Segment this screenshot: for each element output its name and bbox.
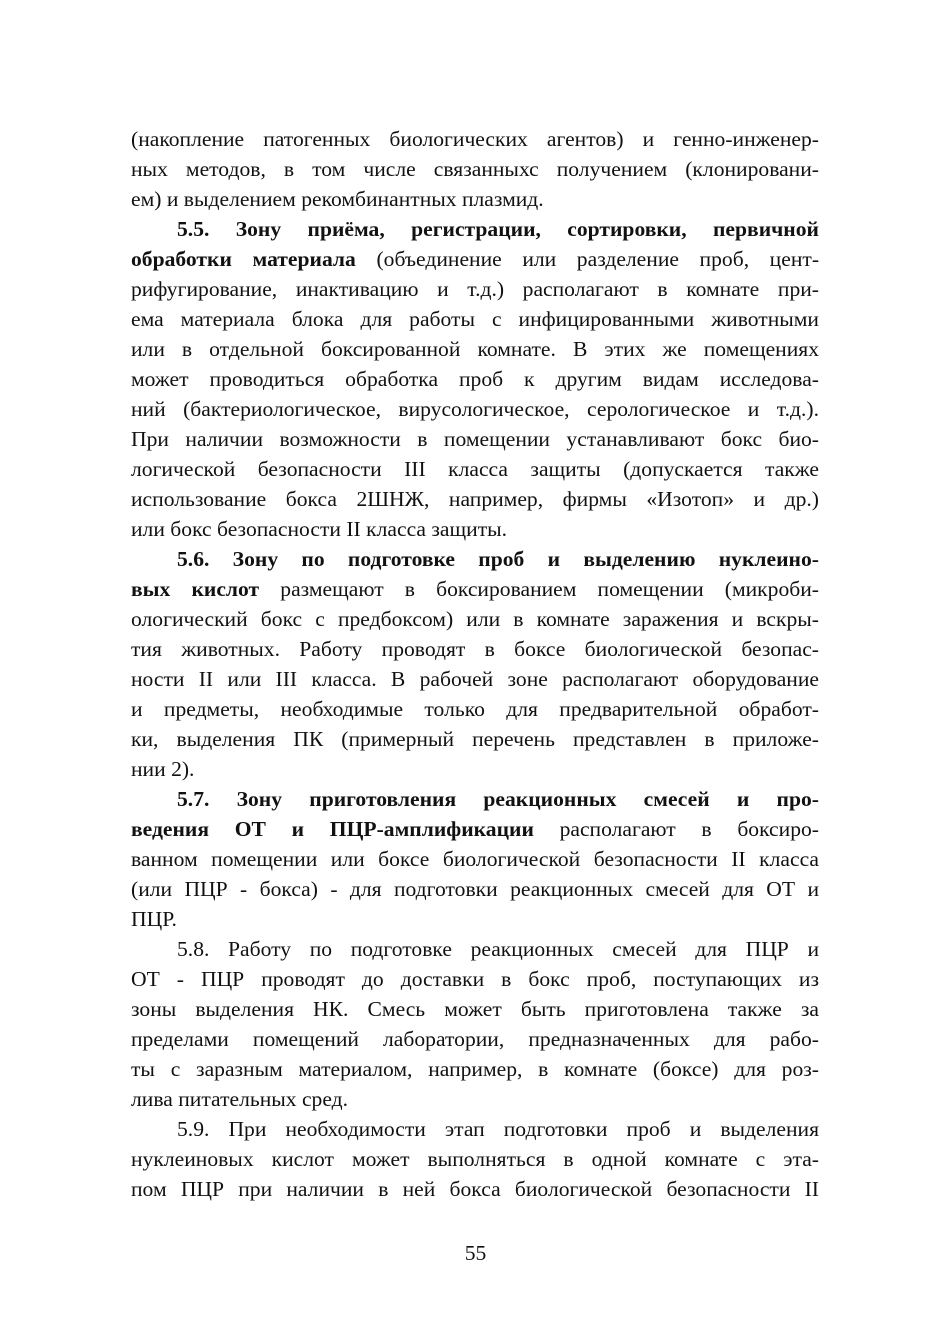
text-line: нуклеиновых кислот может выполняться в одной комнате с эта- — [131, 1147, 819, 1171]
text-line: ки, выделения ПК (примерный перечень представлен в приложе- — [131, 727, 819, 751]
text-line: тия животных. Работу проводят в боксе биологической безопас- — [131, 637, 819, 661]
text-line: или бокс безопасности II класса защиты. — [131, 517, 508, 541]
text-line: нии 2). — [131, 757, 195, 781]
text-line: зоны выделения НК. Смесь может быть приготовлена также за — [131, 997, 819, 1021]
text-line: или в отдельной боксированной комнате. В этих же помещениях — [131, 337, 819, 361]
text-line: ванном помещении или боксе биологической безопасности II класса — [131, 847, 819, 871]
text-line: ведения ОТ и ПЦР-амплификации располагают в боксиро- — [131, 817, 819, 841]
section-heading-5-7: 5.7. Зону приготовления реакционных смесей и про- — [177, 787, 819, 811]
text-line: ема материала блока для работы с инфицированными животными — [131, 307, 819, 331]
text-line: пом ПЦР при наличии в ней бокса биологической безопасности II — [131, 1177, 819, 1201]
text-line: вых кислот размещают в боксированием помещении (микроби- — [131, 577, 819, 601]
text-line: пределами помещений лаборатории, предназначенных для рабо- — [131, 1027, 819, 1051]
page-body — [131, 124, 819, 1204]
text-line: ности II или III класса. В рабочей зоне располагают оборудование — [131, 667, 819, 691]
page-number: 55 — [464, 1241, 487, 1265]
text-line: лива питательных сред. — [131, 1087, 349, 1111]
text-line: логической безопасности III класса защиты (допускается также — [131, 457, 819, 481]
text-line: ем) и выделением рекомбинантных плазмид. — [131, 187, 544, 211]
text-line: ОТ - ПЦР проводят до доставки в бокс проб, поступающих из — [131, 967, 819, 991]
text-line: (или ПЦР - бокса) - для подготовки реакционных смесей для ОТ и — [131, 877, 819, 901]
text-line: ний (бактериологическое, вирусологическое, серологическое и т.д.). — [131, 397, 819, 421]
text-line: может проводиться обработка проб к другим видам исследова- — [131, 367, 819, 391]
text-line: использование бокса 2ШНЖ, например, фирмы «Изотоп» и др.) — [131, 487, 819, 511]
paragraph-5-9-start: 5.9. При необходимости этап подготовки проб и выделения — [177, 1117, 819, 1141]
paragraph-5-8-start: 5.8. Работу по подготовке реакционных смесей для ПЦР и — [177, 937, 819, 961]
section-heading-5-6: 5.6. Зону по подготовке проб и выделению нуклеино- — [177, 547, 819, 571]
text-line: ПЦР. — [131, 907, 177, 931]
text-line: ных методов, в том числе связанныхс получением (клонировани- — [131, 157, 819, 181]
text-line: рифугирование, инактивацию и т.д.) располагают в комнате при- — [131, 277, 819, 301]
text-line: обработки материала (объединение или разделение проб, цент- — [131, 247, 820, 271]
section-heading-5-5: 5.5. Зону приёма, регистрации, сортировки, первичной — [177, 217, 819, 241]
text-line: и предметы, необходимые только для предварительной обработ- — [131, 697, 819, 721]
text-line: ты с заразным материалом, например, в комнате (боксе) для роз- — [131, 1057, 819, 1081]
text-line: При наличии возможности в помещении устанавливают бокс био- — [131, 427, 819, 451]
text-line: ологический бокс с предбоксом) или в комнате заражения и вскры- — [131, 607, 819, 631]
text-line: (накопление патогенных биологических агентов) и генно-инженер- — [131, 127, 819, 151]
